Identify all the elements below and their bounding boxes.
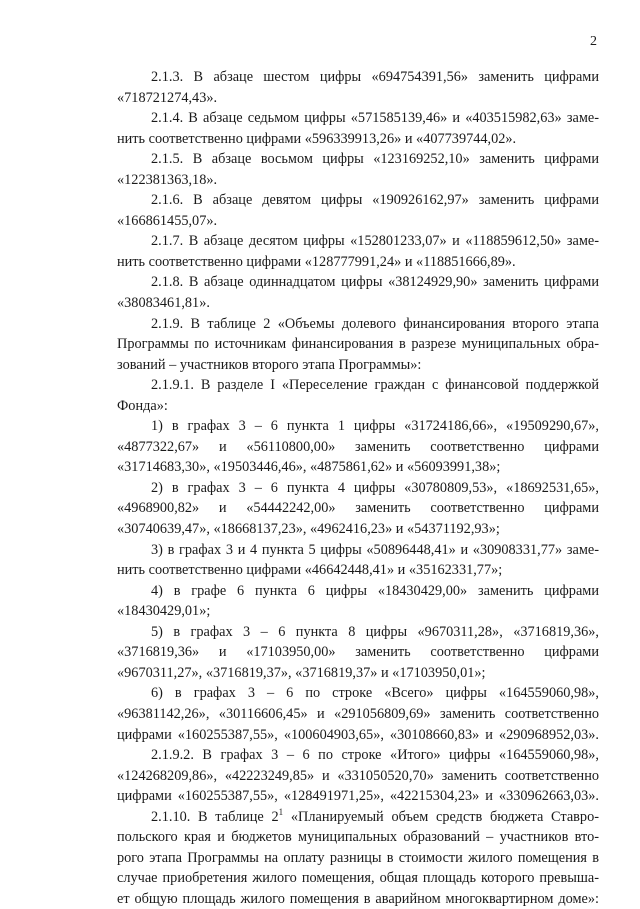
text-line: 1) в графах 3 – 6 пункта 1 цифры «31724186,66», «19509290,67», [151,418,599,435]
text-line: польского края и бюджетов муниципальных образований – участников вто- [117,829,599,846]
text-line: «4877322,67» и «56110800,00» заменить соответственно цифрами [117,438,599,455]
text-line: 2) в графах 3 – 6 пункта 4 цифры «30780809,53», «18692531,65», [151,479,599,496]
text-line: 2.1.9.1. В разделе I «Переселение граждан с финансовой поддержкой [151,377,599,394]
text-line: «38083461,81». [117,295,210,312]
text-line: зований – участников второго этапа Программы»: [117,356,422,373]
text-line: «166861455,07». [117,212,218,229]
list-item-5 [117,622,599,684]
text-line: «3716819,36» и «17103950,00» заменить соответственно цифрами [117,644,599,661]
paragraph-2-1-4 [117,108,599,149]
text-line: «124268209,86», «42223249,85» и «331050520,70» заменить соответственно [117,767,599,784]
text-line: 3) в графах 3 и 4 пункта 5 цифры «50896448,41» и «30908331,77» заме- [151,541,599,558]
text-line: 2.1.9. В таблице 2 «Объемы долевого финансирования второго этапа [151,315,599,332]
paragraph-2-1-8 [117,272,599,313]
text-line: «96381142,26», «30116606,45» и «291056809,69» заменить соответственно [117,705,599,722]
list-item-1 [117,416,599,478]
text-line [117,807,599,828]
text-line: случае приобретения жилого помещения, общая площадь которого превыша- [117,870,599,887]
superscript: 1 [278,806,284,817]
text-line: 2.1.6. В абзаце девятом цифры «190926162,97» заменить цифрами [151,192,599,209]
paragraph-2-1-10 [117,807,599,909]
text-line: Программы по источникам финансирования в разрезе муниципальных обра- [117,336,599,353]
page-number: 2 [590,34,597,49]
paragraph-2-1-9-1 [117,375,599,416]
text-line: Фонда»: [117,397,168,414]
text-line: «122381363,18». [117,171,218,188]
text-line: «9670311,27», «3716819,37», «3716819,37» и «17103950,01»; [117,664,486,681]
text-line: «30740639,47», «18668137,23», «4962416,23» и «54371192,93»; [117,521,500,538]
text-line: цифрами «160255387,55», «100604903,65», «30108660,83» и «290968952,03». [117,726,599,743]
text-fragment: 2.1.10. В таблице 2 [151,808,279,825]
text-line: рого этапа Программы на оплату разницы в стоимости жилого помещения в [117,849,599,866]
document-body [117,67,599,909]
text-line: ет общую площадь жилого помещения в аварийном многоквартирном доме»: [117,890,599,907]
text-line: «31714683,30», «19503446,46», «4875861,62» и «56093991,38»; [117,459,501,476]
paragraph-2-1-9-2 [117,745,599,807]
text-line: цифрами «160255387,55», «128491971,25», «42215304,23» и «330962663,03». [117,788,599,805]
text-line: 2.1.7. В абзаце десятом цифры «152801233,07» и «118859612,50» заме- [151,233,599,250]
text-line: «4968900,82» и «54442242,00» заменить соответственно цифрами [117,500,599,517]
text-line: 2.1.4. В абзаце седьмом цифры «571585139,46» и «403515982,63» заме- [151,110,599,127]
text-line: «718721274,43». [117,89,218,106]
list-item-3 [117,540,599,581]
paragraph-2-1-9 [117,314,599,376]
text-line: 4) в графе 6 пункта 6 цифры «18430429,00» заменить цифрами [151,582,599,599]
paragraph-2-1-6 [117,190,599,231]
text-line: 5) в графах 3 – 6 пункта 8 цифры «9670311,28», «3716819,36», [151,623,599,640]
text-line: нить соответственно цифрами «128777991,24» и «118851666,89». [117,253,516,270]
text-fragment: «Планируемый объем средств бюджета Ставро- [283,808,599,825]
list-item-4 [117,581,599,622]
text-line: 2.1.3. В абзаце шестом цифры «694754391,56» заменить цифрами [151,69,599,85]
list-item-6 [117,683,599,745]
text-line: 6) в графах 3 – 6 по строке «Всего» цифры «164559060,98», [151,685,599,702]
text-line: 2.1.5. В абзаце восьмом цифры «123169252,10» заменить цифрами [151,151,599,168]
text-line: «18430429,01»; [117,603,211,620]
text-line: 2.1.9.2. В графах 3 – 6 по строке «Итого» цифры «164559060,98», [151,747,599,764]
paragraph-2-1-7 [117,231,599,272]
text-line: 2.1.8. В абзаце одиннадцатом цифры «38124929,90» заменить цифрами [151,274,599,291]
list-item-2 [117,478,599,540]
paragraph-2-1-5 [117,149,599,190]
text-line: нить соответственно цифрами «596339913,26» и «407739744,02». [117,130,517,147]
text-line: нить соответственно цифрами «46642448,41» и «35162331,77»; [117,562,503,579]
paragraph-2-1-3 [117,67,599,108]
